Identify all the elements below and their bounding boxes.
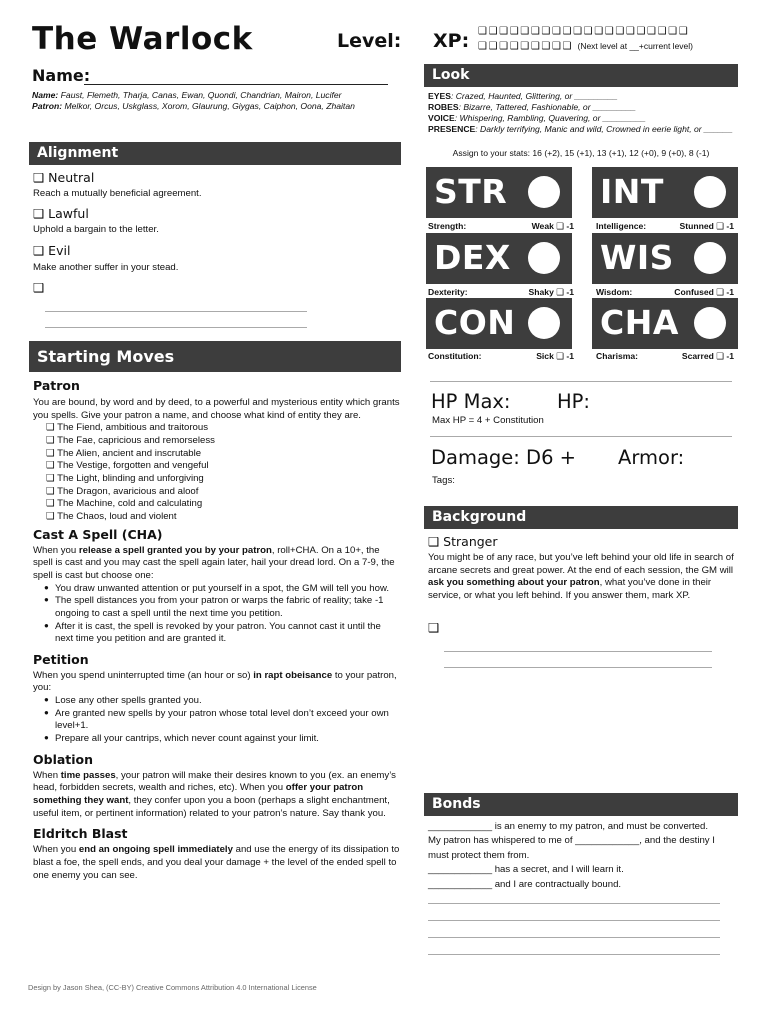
move-trigger: time passes xyxy=(60,769,116,781)
stat-label-con xyxy=(428,351,574,362)
stat-box-wis[interactable] xyxy=(592,233,738,284)
background-heading: Background xyxy=(424,506,738,529)
list-item: ● You draw unwanted attention or put yourself in a spot, the GM will tell you how. xyxy=(41,583,401,596)
divider xyxy=(430,436,732,437)
stat-abbr: INT xyxy=(600,172,664,211)
list-item: ● Lose any other spells granted you. xyxy=(41,695,401,708)
bond-blank-line[interactable] xyxy=(428,937,720,938)
hp-note: Max HP = 4 + Constitution xyxy=(432,415,544,426)
alignment-desc-evil: Make another suffer in your stead. xyxy=(33,262,179,273)
background-option-custom[interactable]: ❑ xyxy=(428,620,440,635)
stat-name: Strength: xyxy=(428,221,467,231)
character-name-field[interactable] xyxy=(84,84,388,85)
bond-line[interactable]: ____________ is an enemy to my patron, and must be converted. xyxy=(428,821,708,832)
move-text-cast-a-spell xyxy=(33,545,401,583)
look-line-options: : Whispering, Rambling, Quavering, or _________ xyxy=(454,113,646,123)
background-trigger: ask you something about your patron xyxy=(428,577,600,589)
patron-options-list xyxy=(33,422,401,523)
xp-label: XP: xyxy=(433,30,470,52)
move-text: When you spend uninterrupted time (an hour or so) xyxy=(33,669,254,681)
xp-checkboxes-row-2[interactable] xyxy=(478,41,693,54)
move-text-petition xyxy=(33,670,401,695)
stat-abbr: CHA xyxy=(600,303,679,342)
bonds-heading: Bonds xyxy=(424,793,738,816)
move-title-eldritch-blast: Eldritch Blast xyxy=(33,826,128,842)
suggested-patrons-label: Patron: xyxy=(32,101,63,111)
move-text: When you xyxy=(33,544,79,556)
suggested-names-label: Name: xyxy=(32,90,59,100)
page-title: The Warlock xyxy=(32,21,253,57)
stat-value-circle[interactable] xyxy=(528,242,560,274)
hp-label[interactable]: HP: xyxy=(557,390,590,413)
look-line xyxy=(428,102,740,113)
stat-label-cha xyxy=(596,351,734,362)
alignment-option-evil[interactable]: ❑ Evil xyxy=(33,243,71,258)
stat-assign-note: Assign to your stats: 16 (+2), 15 (+1), 13 (+1), 12 (+0), 9 (+0), 8 (-1) xyxy=(452,148,710,158)
patron-option[interactable]: ❑ The Alien, ancient and inscrutable xyxy=(46,447,202,459)
debility-checkbox[interactable]: Stunned ❑ -1 xyxy=(679,221,734,231)
look-line-options: : Bizarre, Tattered, Fashionable, or _________ xyxy=(458,102,636,112)
suggested-names-text: Faust, Flemeth, Tharja, Canas, Ewan, Quondi, Chandrian, Mairon, Lucifer xyxy=(60,90,342,100)
move-text: and use the energy of its dissipation to blast a foe, the spell ends, and you deal your damage + the level of the ended spell to one enemy you can see. xyxy=(33,844,400,881)
background-text-stranger xyxy=(428,552,734,603)
background-option-stranger[interactable]: ❑ Stranger xyxy=(428,534,498,549)
move-text: , your patron will make their desires known to you (ex. an enemy’s head, forbidden secrets, wealth and riches, etc). When you xyxy=(33,769,396,794)
look-line xyxy=(428,124,740,135)
stat-name: Charisma: xyxy=(596,351,639,361)
stat-name: Constitution: xyxy=(428,351,482,361)
xp-checkboxes-row-1[interactable]: ❑❑❑❑❑❑❑❑❑❑❑❑❑❑❑❑❑❑❑❑ xyxy=(478,26,690,37)
stat-label-int xyxy=(596,221,734,232)
look-lines xyxy=(428,91,740,135)
look-line-label: ROBES xyxy=(428,102,459,112)
bond-line[interactable]: My patron has whispered to me of ____________, and the destiny I must protect them from. xyxy=(428,835,715,861)
look-line-label: VOICE xyxy=(428,113,455,123)
stat-abbr: WIS xyxy=(600,238,674,277)
stat-box-dex[interactable] xyxy=(426,233,572,284)
debility-checkbox[interactable]: Confused ❑ -1 xyxy=(674,287,734,297)
bond-blank-line[interactable] xyxy=(428,920,720,921)
bond-line[interactable]: ____________ and I are contractually bound. xyxy=(428,878,622,890)
move-text-eldritch-blast xyxy=(33,844,401,882)
armor-label[interactable]: Armor: xyxy=(618,446,685,469)
look-heading: Look xyxy=(424,64,738,87)
cast-spell-options-list xyxy=(33,583,401,646)
starting-moves-heading: Starting Moves xyxy=(29,341,401,372)
alignment-desc-lawful: Uphold a bargain to the letter. xyxy=(33,224,159,235)
look-line-options: : Crazed, Haunted, Glittering, or _________ xyxy=(450,91,618,101)
petition-effects-list xyxy=(33,695,401,746)
list-item: ● Are granted new spells by your patron whose total level don’t exceed your own level+1. xyxy=(41,708,401,733)
move-trigger: offer your patron something they want xyxy=(33,782,364,807)
move-title-cast-a-spell: Cast A Spell (CHA) xyxy=(33,526,163,542)
background-text: , what you’ve done in their service, or what you left behind. If you answer them, mark XP. xyxy=(428,577,712,601)
bond-blank-line[interactable] xyxy=(428,954,720,955)
move-text-patron: You are bound, by word and by deed, to a powerful and mysterious entity which grants you spells. Give your patron a name, and choose what kind of entity they are. xyxy=(33,397,400,421)
character-name-label: Name: xyxy=(32,66,91,85)
hp-max-label[interactable]: HP Max: xyxy=(431,390,511,413)
stat-value-circle[interactable] xyxy=(694,176,726,208)
stat-label-str xyxy=(428,221,574,232)
stat-box-cha[interactable] xyxy=(592,298,738,349)
alignment-option-lawful[interactable]: ❑ Lawful xyxy=(33,206,89,221)
damage-label: Damage: D6 + xyxy=(431,446,577,469)
move-title-oblation: Oblation xyxy=(33,751,94,767)
tags-label[interactable]: Tags: xyxy=(432,475,455,486)
background-custom-line[interactable] xyxy=(444,651,712,652)
move-text-oblation xyxy=(33,770,401,821)
patron-option[interactable]: ❑ The Machine, cold and calculating xyxy=(46,498,203,510)
level-label: Level: xyxy=(337,30,402,52)
patron-option[interactable]: ❑ The Fae, capricious and remorseless xyxy=(46,434,215,446)
stat-box-con[interactable] xyxy=(426,298,572,349)
move-text: When you xyxy=(33,844,79,856)
debility-checkbox[interactable]: Scarred ❑ -1 xyxy=(681,351,734,361)
move-title-petition: Petition xyxy=(33,651,89,667)
divider xyxy=(430,381,732,382)
move-text: to your patron, you: xyxy=(33,669,397,694)
suggested-patrons xyxy=(32,101,412,112)
bond-line[interactable]: ____________ has a secret, and I will learn it. xyxy=(428,864,624,876)
look-line-label: EYES xyxy=(428,91,451,101)
background-custom-line[interactable] xyxy=(444,667,712,668)
bonds-list xyxy=(428,820,736,892)
patron-option[interactable]: ❑ The Chaos, loud and violent xyxy=(46,510,177,522)
stat-value-circle[interactable] xyxy=(528,176,560,208)
list-item: ● After it is cast, the spell is revoked by your patron. You cannot cast it until the next time you petition and are granted it. xyxy=(41,621,401,646)
debility-checkbox[interactable]: Weak ❑ -1 xyxy=(531,221,574,231)
alignment-heading: Alignment xyxy=(29,142,401,165)
alignment-desc-neutral: Reach a mutually beneficial agreement. xyxy=(33,188,202,199)
stat-name: Dexterity: xyxy=(428,287,468,297)
patron-option[interactable]: ❑ The Dragon, avaricious and aloof xyxy=(46,485,199,497)
license-footer: Design by Jason Shea, (CC-BY) Creative Commons Attribution 4.0 International License xyxy=(28,983,317,992)
suggested-names xyxy=(32,90,412,101)
stat-value-circle[interactable] xyxy=(694,242,726,274)
move-text: When xyxy=(33,769,61,781)
background-text: You might be of any race, but you’ve left behind your old life in search of arcane secrets and great power. At the end of each session, the GM will xyxy=(428,552,734,576)
stat-box-int[interactable] xyxy=(592,167,738,218)
stat-name: Wisdom: xyxy=(596,287,633,297)
patron-option[interactable]: ❑ The Fiend, ambitious and traitorous xyxy=(46,422,209,434)
alignment-option-neutral[interactable]: ❑ Neutral xyxy=(33,170,95,185)
look-line-options: : Darkly terrifying, Manic and wild, Crowned in eerie light, or ______ xyxy=(475,124,733,134)
suggested-patrons-text: Melkor, Orcus, Uskglass, Xorom, Glaurung, Giygas, Caiphon, Oona, Zhaitan xyxy=(64,101,355,111)
debility-checkbox[interactable]: Shaky ❑ -1 xyxy=(528,287,574,297)
move-text: , roll+CHA. On a 10+, the spell is cast and you may cast the spell again later, hail your dread lord. On a 7-9, the spell is cast but choose one: xyxy=(33,544,395,581)
list-item: ● The spell distances you from your patron or warps the fabric of reality; take -1 ongoing to cast a spell until the next time you petition. xyxy=(41,595,401,620)
alignment-custom-line[interactable] xyxy=(45,327,307,328)
alignment-custom-line[interactable] xyxy=(45,311,307,312)
stat-abbr: CON xyxy=(434,303,516,342)
look-line xyxy=(428,113,740,124)
move-title-patron: Patron xyxy=(33,378,80,393)
stat-name: Intelligence: xyxy=(596,221,647,231)
stat-label-dex xyxy=(428,287,574,298)
move-trigger: end an ongoing spell immediately xyxy=(78,844,233,856)
patron-option[interactable]: ❑ The Light, blinding and unforgiving xyxy=(46,472,204,484)
stat-abbr: DEX xyxy=(434,238,511,277)
stat-value-circle[interactable] xyxy=(528,307,560,339)
move-trigger: in rapt obeisance xyxy=(253,669,333,681)
stat-label-wis xyxy=(596,287,734,298)
stat-box-str[interactable] xyxy=(426,167,572,218)
look-line-label: PRESENCE xyxy=(428,124,476,134)
xp-checkboxes-row-2-boxes[interactable]: ❑❑❑❑❑❑❑❑❑ xyxy=(478,41,574,52)
stat-abbr: STR xyxy=(434,172,508,211)
debility-checkbox[interactable]: Sick ❑ -1 xyxy=(536,351,574,361)
alignment-option-custom[interactable]: ❑ xyxy=(33,280,45,295)
move-trigger: release a spell granted you by your patron xyxy=(78,544,272,556)
stat-value-circle[interactable] xyxy=(694,307,726,339)
list-item: ● Prepare all your cantrips, which never count against your limit. xyxy=(41,733,401,746)
move-text: , they confer upon you a boon (perhaps a slight enchantment, useful item, or pertinent information) related to your patron’s nature. Say thank you. xyxy=(33,795,390,819)
patron-option[interactable]: ❑ The Vestige, forgotten and vengeful xyxy=(46,460,209,472)
xp-next-level-note: (Next level at __+current level) xyxy=(577,41,693,51)
starting-moves-column xyxy=(33,378,401,882)
bond-blank-line[interactable] xyxy=(428,903,720,904)
look-line xyxy=(428,91,740,102)
